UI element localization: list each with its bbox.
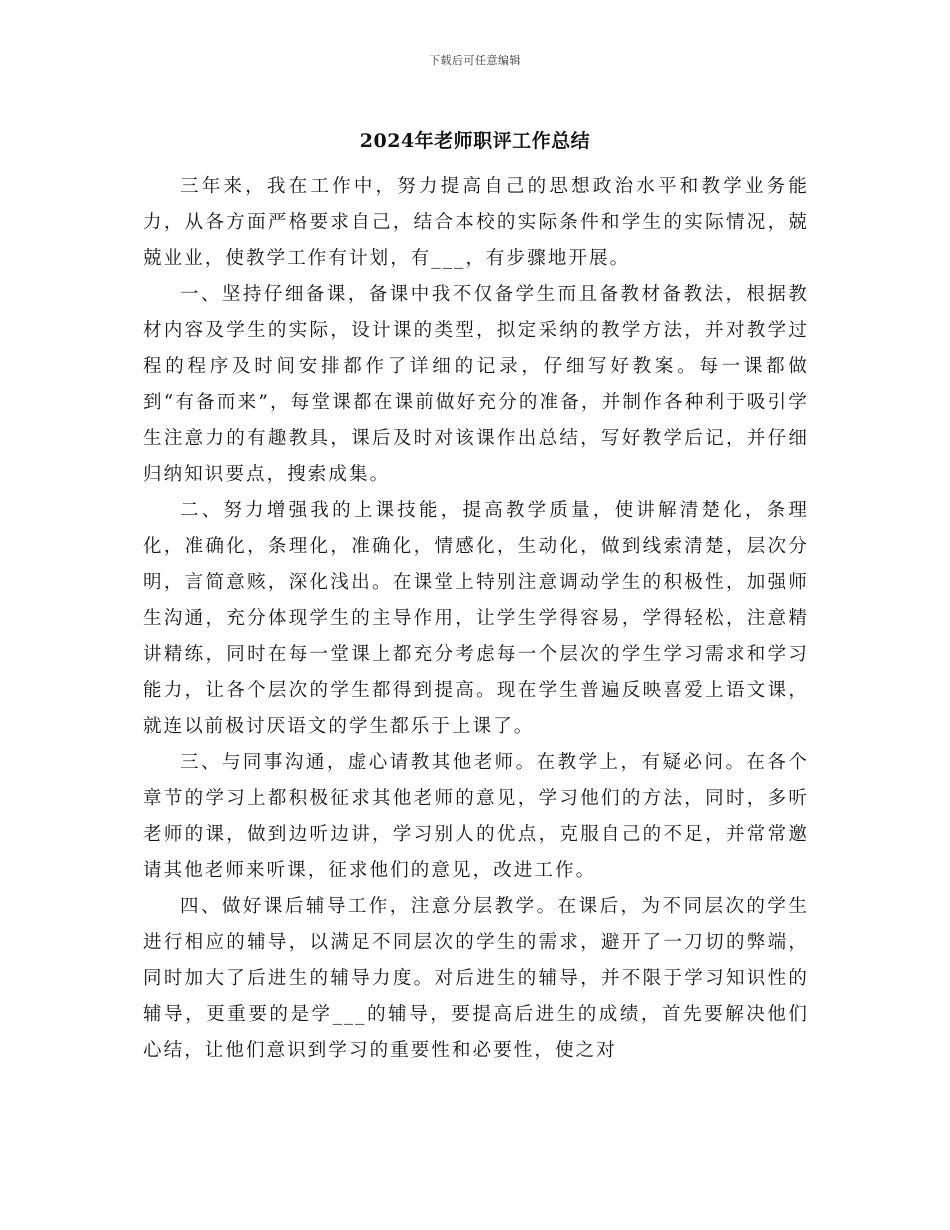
document-title: 2024年老师职评工作总结 [359, 130, 591, 152]
paragraph-lesson-preparation: 一、坚持仔细备课，备课中我不仅备学生而且备教材备教法，根据教材内容及学生的实际，设计课的类型，拟定采纳的教学方法，并对教学过程的程序及时间安排都作了详细的记录，仔细写好教案。每一课都做到“有备而来”，每堂课都在课前做好充分的准备，并制作各种利于吸引学生注意力的有趣教具，课后及时对该课作出总结，写好教学后记，并仔细归纳知识要点，搜索成集。 [143, 284, 809, 485]
paragraph-teaching-skills: 二、努力增强我的上课技能，提高教学质量，使讲解清楚化，条理化，准确化，条理化，准确化，情感化，生动化，做到线索清楚，层次分明，言简意赅，深化浅出。在课堂上特别注意调动学生的积极性，加强师生沟通，充分体现学生的主导作用，让学生学得容易，学得轻松，注意精讲精练，同时在每一堂课上都充分考虑每一个层次的学生学习需求和学习能力，让各个层次的学生都得到提高。现在学生普遍反映喜爱上语文课，就连以前极讨厌语文的学生都乐于上课了。 [143, 500, 809, 737]
paragraph-after-class-tutoring: 四、做好课后辅导工作，注意分层教学。在课后，为不同层次的学生进行相应的辅导，以满足不同层次的学生的需求，避开了一刀切的弊端，同时加大了后进生的辅导力度。对后进生的辅导，并不限于学习知识性的辅导，更重要的是学___的辅导，要提高后进生的成绩，首先要解决他们心结，让他们意识到学习的重要性和必要性，使之对 [143, 896, 809, 1061]
document-body [143, 169, 809, 1069]
header-note: 下载后可任意编辑 [429, 54, 521, 67]
paragraph-colleague-communication: 三、与同事沟通，虚心请教其他老师。在教学上，有疑必问。在各个章节的学习上都积极征求其他老师的意见，学习他们的方法，同时，多听老师的课，做到边听边讲，学习别人的优点，克服自己的不足，并常常邀请其他老师来听课，征求他们的意见，改进工作。 [143, 752, 809, 881]
paragraph-intro: 三年来，我在工作中，努力提高自己的思想政治水平和教学业务能力，从各方面严格要求自己，结合本校的实际条件和学生的实际情况，兢兢业业，使教学工作有计划，有___，有步骤地开展。 [143, 176, 809, 269]
